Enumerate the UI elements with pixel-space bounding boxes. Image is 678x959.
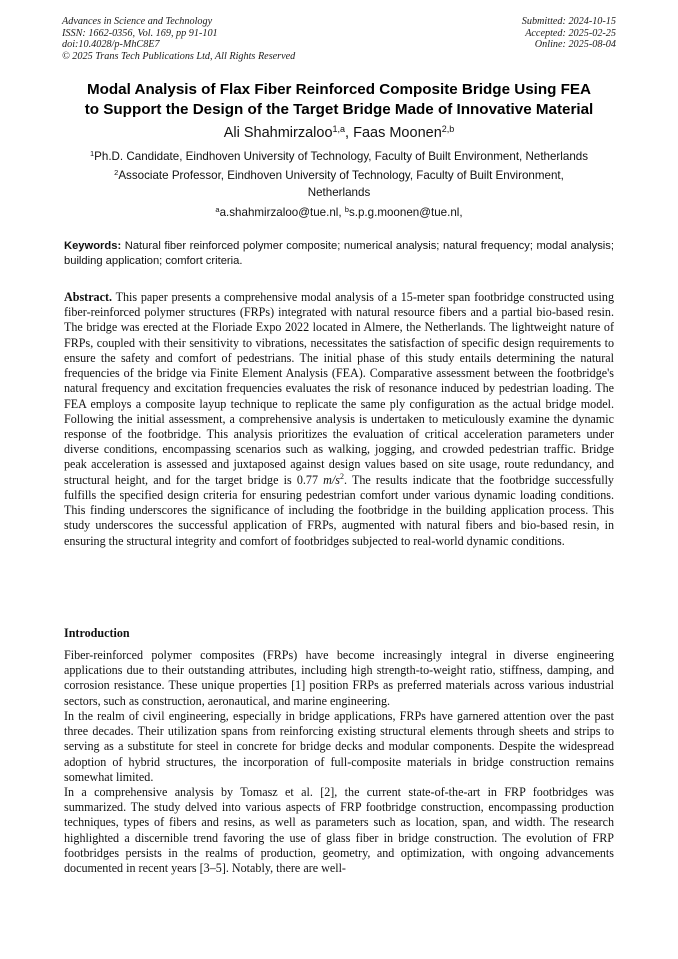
introduction-paragraph-1: Fiber-reinforced polymer composites (FRPs) have become increasingly integral in diverse engineering applications due to their outstanding attributes, including high strength-to-weight ratio, stiffness, damping, and corrosion resistance. These unique properties [1] position FRPs as preferred materials across various industrial sectors, such as construction, aeronautical, and marine engineering. bbox=[64, 648, 614, 708]
abstract-text-part-2: . The results indicate that the footbridge successfully fulfills the specified design criteria for ensuring pedestrian comfort under various dynamic loading conditions. This finding underscores the significance of including the footbridge in the building application process. This study underscores the successful application of FRPs, augmented with natural fibers and bio-based resin, in ensuring the structural integrity and comfort of footbridges subjected to real-world dynamic conditions. bbox=[64, 472, 614, 548]
email-b[interactable]: s.p.g.moonen@tue.nl, bbox=[348, 206, 463, 219]
affiliation-1-text: Ph.D. Candidate, Eindhoven University of Technology, Faculty of Built Environment, Netherlands bbox=[94, 150, 589, 163]
author-1-affiliation-mark: 1,a bbox=[332, 124, 346, 134]
affiliation-2-country: Netherlands bbox=[307, 186, 371, 199]
author-separator: , bbox=[345, 125, 354, 141]
author-emails bbox=[40, 204, 638, 221]
keywords-label: Keywords: bbox=[64, 240, 122, 252]
journal-copyright: © 2025 Trans Tech Publications Ltd, All Rights Reserved bbox=[62, 50, 296, 62]
abstract-unit: m/s bbox=[323, 472, 340, 487]
affiliation-1 bbox=[40, 148, 638, 165]
submission-dates bbox=[522, 16, 616, 51]
introduction-heading: Introduction bbox=[64, 626, 130, 640]
abstract-text-part-1: This paper presents a comprehensive modal analysis of a 15-meter span footbridge constructed using fiber-reinforced polymer structures (FRPs) integrated with natural resource fibers and a partial bio-based resin. The bridge was erected at the Floriade Expo 2022 located in Almere, the Netherlands. The lightweight nature of FRPs, coupled with their sensitivity to vibrations, necessitates the satisfaction of specific design requirements to ensure the safety and comfort of pedestrians. The initial phase of this study entails determining the natural frequencies of the bridge via Finite Element Analysis (FEA). Comparative assessment between the footbridge's natural frequency and excitation frequencies evaluates the risk of resonance induced by pedestrian loading. The FEA employs a composite layup technique to replicate the same ply configuration as the actual bridge model. Following the initial assessment, a comprehensive analysis is undertaken to meticulously examine the dynamic response of the footbridge. This analysis prioritizes the evaluation of critical acceleration parameters under diverse conditions, encompassing scenarios such as walking, jogging, and crowded pedestrian traffic. Bridge peak acceleration is assessed and juxtaposed against design values based on site usage, route redundancy, and structural height, and for the target bridge is 0.77 bbox=[64, 290, 614, 487]
affiliation-2 bbox=[40, 167, 638, 201]
email-b-mark: b bbox=[344, 205, 349, 214]
introduction-paragraph-3: In a comprehensive analysis by Tomasz et al. [2], the current state-of-the-art in FRP footbridges was summarized. The study delved into various aspects of FRP footbridge construction, encompassing production techniques, types of fibers and resins, as well as parameters such as location, span, and width. The research highlighted a discernible trend favoring the use of glass fiber in bridge construction. The evolution of FRP footbridges persists in the realms of production, geometry, and optimization, with ongoing advancements documented in recent years [3–5]. Notably, there are well- bbox=[64, 784, 614, 876]
abstract-label: Abstract. bbox=[64, 290, 113, 304]
email-a[interactable]: a.shahmirzaloo@tue.nl, bbox=[219, 206, 345, 219]
keywords-text: Natural fiber reinforced polymer composite; numerical analysis; natural frequency; modal analysis; building application; comfort criteria. bbox=[64, 240, 614, 268]
submitted-date: Submitted: 2024-10-15 bbox=[521, 16, 616, 27]
affiliation-2-mark: 2 bbox=[114, 168, 119, 177]
affiliation-2-text: Associate Professor, Eindhoven University of Technology, Faculty of Built Environment, bbox=[118, 169, 564, 182]
journal-name: Advances in Science and Technology bbox=[62, 16, 213, 27]
accepted-date: Accepted: 2025-02-25 bbox=[525, 27, 616, 39]
journal-issn: ISSN: 1662-0356, Vol. 169, pp 91-101 bbox=[62, 27, 218, 39]
introduction-paragraph-2: In the realm of civil engineering, especially in bridge applications, FRPs have garnered attention over the past three decades. Their utilization spans from reinforcing existing structural elements through sheets and strips to serving as a substitute for steel in concrete for bridge decks and modular components. Despite the widespread adoption of hybrid structures, the incorporation of full-composite materials in bridge construction remains somewhat limited. bbox=[64, 708, 614, 784]
author-2-affiliation-mark: 2,b bbox=[441, 124, 455, 134]
author-list bbox=[40, 124, 638, 142]
journal-info bbox=[62, 16, 295, 62]
introduction-body bbox=[64, 648, 614, 876]
email-a-mark: a bbox=[215, 205, 220, 214]
online-date: Online: 2025-08-04 bbox=[534, 39, 616, 51]
author-2-name: Faas Moonen bbox=[353, 125, 442, 141]
affiliation-1-mark: 1 bbox=[89, 149, 95, 158]
paper-title bbox=[40, 80, 638, 119]
abstract-section bbox=[64, 290, 614, 549]
keywords-section bbox=[64, 239, 614, 269]
title-line-2: to Support the Design of the Target Bridge Made of Innovative Material bbox=[84, 100, 594, 118]
abstract-unit-exponent: 2 bbox=[339, 471, 344, 481]
journal-doi: doi:10.4028/p-MhC8E7 bbox=[62, 39, 160, 51]
author-1-name: Ali Shahmirzaloo bbox=[223, 125, 333, 141]
title-line-1: Modal Analysis of Flax Fiber Reinforced Composite Bridge Using FEA bbox=[86, 81, 592, 98]
